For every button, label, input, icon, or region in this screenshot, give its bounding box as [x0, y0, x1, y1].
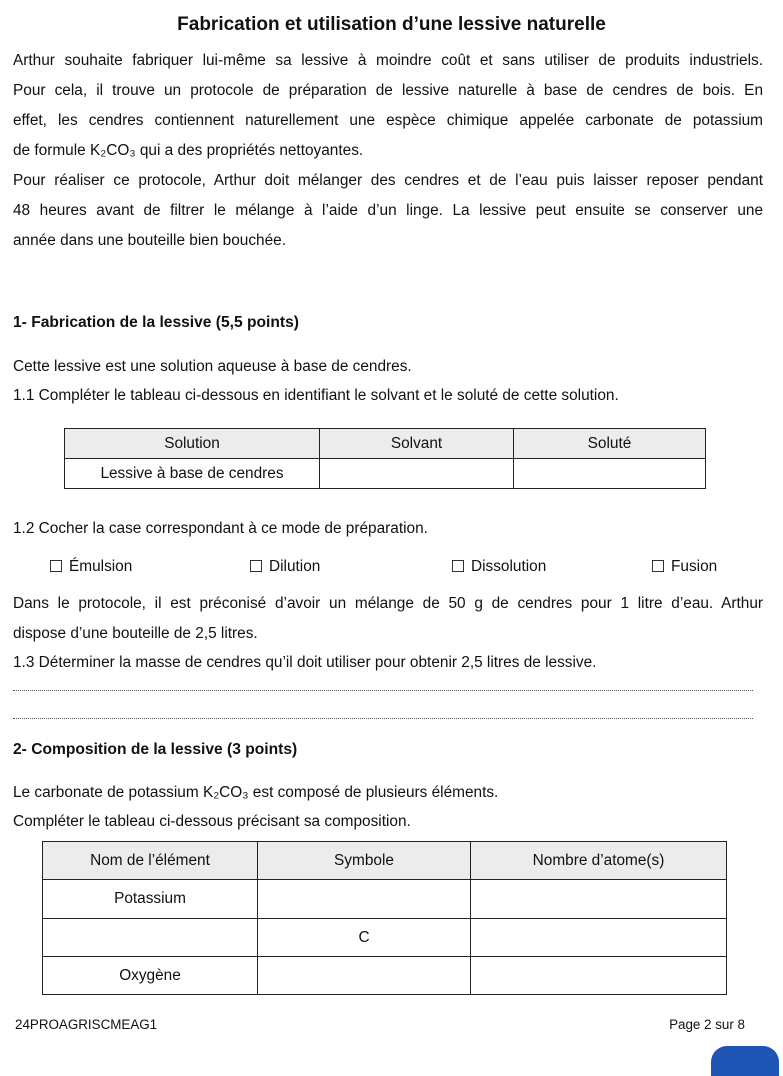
option-fusion[interactable]: Fusion	[652, 558, 717, 576]
table-header: Solvant	[320, 429, 514, 459]
table-header: Nom de l’élément	[43, 842, 258, 880]
protocol-line: dispose d’une bouteille de 2,5 litres.	[13, 625, 258, 642]
intro-paragraph	[13, 46, 763, 256]
protocol-paragraph	[13, 589, 763, 649]
intro-line: effet, les cendres contiennent naturellement une espèce chimique appelée carbonate de potassium	[13, 112, 763, 129]
solution-table	[64, 428, 706, 489]
footer-page-number: Page 2 sur 8	[669, 1017, 745, 1032]
atom-count-input-cell[interactable]	[471, 957, 727, 995]
atom-count-input-cell[interactable]	[471, 919, 727, 957]
section2-instruction: Compléter le tableau ci-dessous précisant sa composition.	[13, 813, 411, 830]
answer-line[interactable]	[13, 690, 753, 691]
section1-intro: Cette lessive est une solution aqueuse à base de cendres.	[13, 358, 412, 375]
table-header: Soluté	[514, 429, 706, 459]
question-1-2: 1.2 Cocher la case correspondant à ce mode de préparation.	[13, 520, 428, 537]
answer-line[interactable]	[13, 718, 753, 719]
checkbox-icon[interactable]	[652, 560, 664, 572]
symbol-cell: C	[258, 919, 471, 957]
intro-line: Pour réaliser ce protocole, Arthur doit mélanger des cendres et de l’eau puis laisser reposer pendant	[13, 172, 763, 189]
checkbox-icon[interactable]	[50, 560, 62, 572]
option-emulsion[interactable]: Émulsion	[50, 558, 132, 576]
checkbox-icon[interactable]	[250, 560, 262, 572]
intro-line: 48 heures avant de filtrer le mélange à l’aide d’un linge. La lessive peut ensuite se conserver une	[13, 202, 763, 219]
element-name-cell: Potassium	[43, 880, 258, 919]
intro-line: de formule K₂CO₃ qui a des propriétés nettoyantes.	[13, 142, 364, 159]
option-dilution[interactable]: Dilution	[250, 558, 320, 576]
table-header: Solution	[65, 429, 320, 459]
section1-heading: 1- Fabrication de la lessive (5,5 points)	[13, 314, 299, 331]
question-1-3: 1.3 Déterminer la masse de cendres qu’il doit utiliser pour obtenir 2,5 litres de lessive.	[13, 654, 597, 671]
section2-intro: Le carbonate de potassium K₂CO₃ est composé de plusieurs éléments.	[13, 784, 499, 801]
element-name-cell: Oxygène	[43, 957, 258, 995]
atom-count-input-cell[interactable]	[471, 880, 727, 919]
table-cell: Lessive à base de cendres	[65, 459, 320, 489]
corner-tab	[711, 1046, 779, 1076]
question-1-1: 1.1 Compléter le tableau ci-dessous en identifiant le solvant et le soluté de cette solution.	[13, 387, 619, 404]
protocol-line: Dans le protocole, il est préconisé d’avoir un mélange de 50 g de cendres pour 1 litre d’eau. Arthur	[13, 595, 763, 612]
intro-line: Arthur souhaite fabriquer lui-même sa lessive à moindre coût et sans utiliser de produits industriels.	[13, 52, 763, 69]
composition-table	[42, 841, 727, 995]
table-header: Symbole	[258, 842, 471, 880]
solute-input-cell[interactable]	[514, 459, 706, 489]
intro-line: Pour cela, il trouve un protocole de préparation de lessive naturelle à base de cendres de bois. En	[13, 82, 763, 99]
symbol-input-cell[interactable]	[258, 957, 471, 995]
symbol-input-cell[interactable]	[258, 880, 471, 919]
table-header: Nombre d’atome(s)	[471, 842, 727, 880]
section2-heading: 2- Composition de la lessive (3 points)	[13, 741, 298, 758]
element-name-input-cell[interactable]	[43, 919, 258, 957]
page-title: Fabrication et utilisation d’une lessive naturelle	[177, 14, 606, 35]
footer-code: 24PROAGRISCMEAG1	[15, 1017, 158, 1032]
option-dissolution[interactable]: Dissolution	[452, 558, 546, 576]
solvant-input-cell[interactable]	[320, 459, 514, 489]
intro-line: année dans une bouteille bien bouchée.	[13, 232, 286, 249]
checkbox-icon[interactable]	[452, 560, 464, 572]
